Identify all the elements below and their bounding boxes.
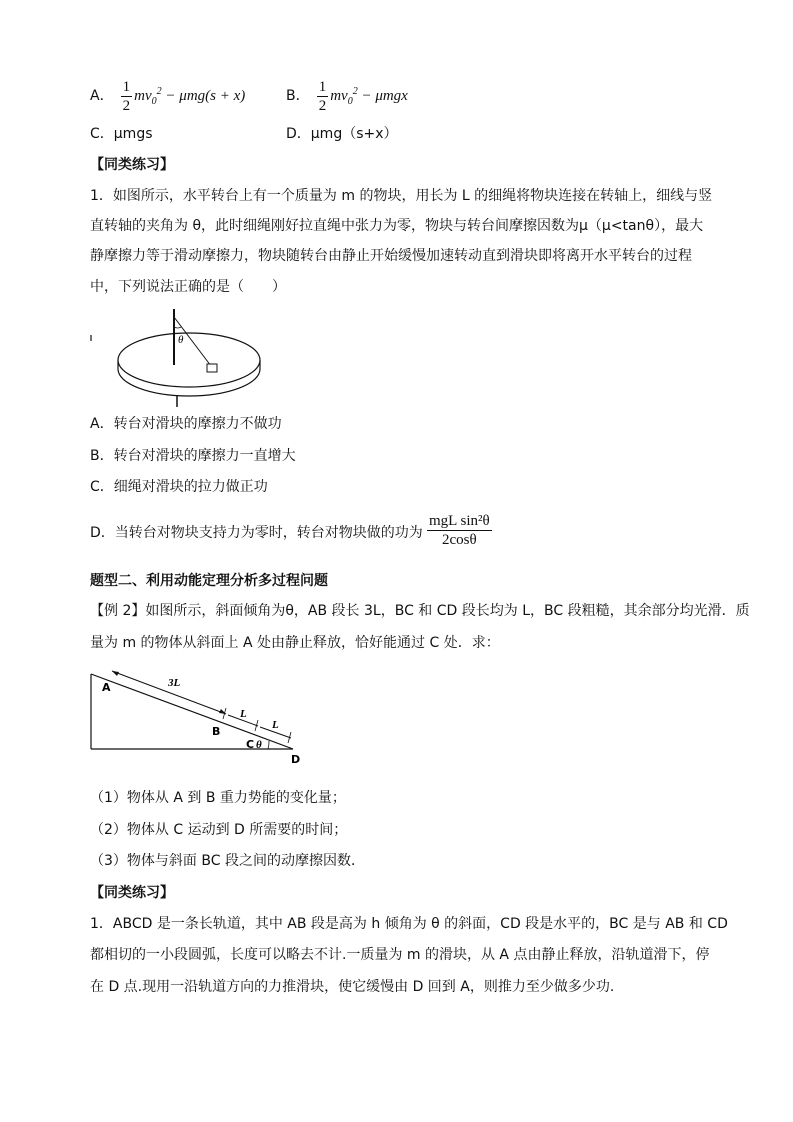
- expr-mv: mv: [134, 87, 152, 104]
- option-d: D．当转台对物块支持力为零时，转台对物块做的功为: [90, 525, 423, 541]
- point-a-label: A: [102, 681, 111, 694]
- example-line: 量为 m 的物体从斜面上 A 处由静止释放，恰好能通过 C 处．求：: [90, 635, 500, 651]
- sub-question-3: （3）物体与斜面 BC 段之间的动摩擦因数．: [90, 853, 365, 869]
- expr-rest: − μmgx: [357, 87, 408, 104]
- fraction-half: [317, 78, 329, 115]
- frac-numerator: 1: [122, 79, 131, 95]
- theta-label: θ: [256, 739, 262, 751]
- option-a: A．转台对滑块的摩擦力不做功: [90, 416, 282, 432]
- point-c-label: C: [246, 738, 255, 751]
- frac-numerator: mgL sin²θ: [429, 513, 490, 529]
- frac-denominator: 2cosθ: [442, 532, 477, 548]
- expr-rest: − μmg(s + x): [161, 87, 246, 104]
- option-b: B．转台对滑块的摩擦力一直增大: [90, 448, 296, 464]
- point-b-label: B: [212, 725, 221, 738]
- option-c: C．μmgs: [90, 126, 153, 142]
- work-fraction: [427, 512, 492, 549]
- option-c: C．细绳对滑块的拉力做正功: [90, 479, 268, 495]
- section-heading-practice: 【同类练习】: [90, 157, 174, 173]
- question-line: 在 D 点.现用一沿轨道方向的力推滑块，使它缓慢由 D 回到 A，则推力至少做多少功.: [90, 979, 615, 995]
- section-heading-practice: 【同类练习】: [90, 885, 174, 901]
- angle-arc: [268, 741, 269, 749]
- frac-numerator: 1: [318, 79, 327, 95]
- option-b-formula: [286, 78, 408, 115]
- option-a-label: A．: [90, 87, 114, 104]
- frac-denominator: 2: [318, 98, 327, 114]
- option-a-formula: [90, 78, 245, 115]
- block: [207, 364, 217, 372]
- example-line: 【例 2】如图所示，斜面倾角为θ，AB 段长 3L，BC 和 CD 段长均为 L，BC 段粗糙，其余部分均光滑．质: [90, 603, 750, 619]
- question-line: 都相切的一小段圆弧，长度可以略去不计.一质量为 m 的滑块，从 A 点由静止释放，沿轨道滑下，停: [90, 947, 710, 963]
- option-b-label: B．: [286, 87, 310, 104]
- expr-sub: 0: [347, 95, 353, 107]
- sub-question-1: （1）物体从 A 到 B 重力势能的变化量；: [90, 790, 346, 806]
- arrow-head: [112, 671, 119, 676]
- angle-arc: [174, 327, 181, 328]
- question-line: 1．如图所示，水平转台上有一个质量为 m 的物块，用长为 L 的细绳将物块连接在转轴上，细线与竖: [90, 188, 713, 204]
- expr-sup: 2: [156, 85, 162, 97]
- expr-sup: 2: [352, 85, 358, 97]
- section-title: 题型二、利用动能定理分析多过程问题: [90, 573, 328, 589]
- question-line: 直转轴的夹角为 θ，此时细绳刚好拉直绳中张力为零，物块与转台间摩擦因数为μ（μ<tanθ），最大: [90, 218, 704, 234]
- length-l-label: L: [272, 719, 279, 731]
- turntable-figure: [88, 305, 268, 415]
- question-line: 1．ABCD 是一条长轨道，其中 AB 段是高为 h 倾角为 θ 的斜面，CD 段是水平的，BC 是与 AB 和 CD: [90, 916, 728, 932]
- length-l-label: L: [240, 708, 247, 720]
- point-d-label: D: [291, 753, 301, 766]
- sub-question-2: （2）物体从 C 运动到 D 所需要的时间；: [90, 822, 348, 838]
- question-line: 静摩擦力等于滑动摩擦力，物块随转台由静止开始缓慢加速转动直到滑块即将离开水平转台的过程: [90, 248, 692, 264]
- frac-denominator: 2: [122, 98, 131, 114]
- option-d: D．μmg（s+x）: [286, 126, 398, 142]
- incline-figure: [88, 664, 308, 766]
- expr-sub: 0: [151, 95, 157, 107]
- incline-surface: [91, 674, 293, 749]
- theta-label: θ: [178, 334, 184, 346]
- length-3l-label: 3L: [168, 677, 181, 689]
- question-line: 中，下列说法正确的是（ ）: [90, 279, 286, 295]
- fraction-half: [121, 78, 133, 115]
- expr-mv: mv: [330, 87, 348, 104]
- option-d-formula: [425, 512, 494, 549]
- turntable-disc: [118, 333, 260, 387]
